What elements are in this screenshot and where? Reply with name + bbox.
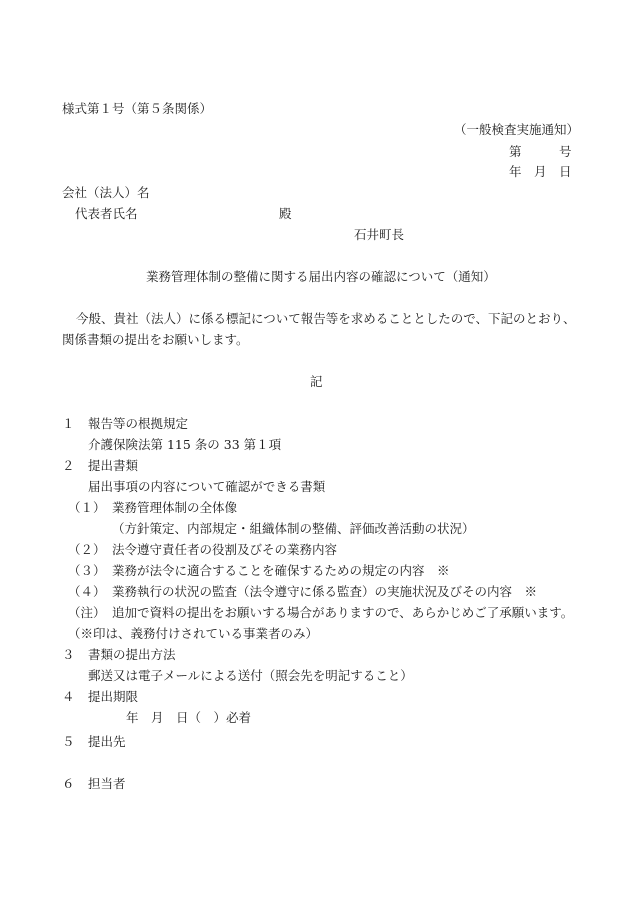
- section-6-number: ６: [62, 776, 75, 791]
- ki-heading: 記: [310, 374, 323, 389]
- section-2-detail: 届出事項の内容について確認ができる書類: [88, 479, 326, 494]
- section-3-number: ３: [62, 647, 75, 662]
- addressee-company: 会社（法人）名: [62, 185, 150, 200]
- section-3-heading: 書類の提出方法: [88, 647, 176, 662]
- section-2-number: ２: [62, 458, 75, 473]
- section-1-detail: 介護保険法第 115 条の 33 第１項: [88, 437, 282, 452]
- list-item-text: 業務執行の状況の監査（法令遵守に係る監査）の実施状況及びその内容 ※: [112, 584, 538, 599]
- list-item-number: （１）: [68, 500, 106, 515]
- document-title: 業務管理体制の整備に関する届出内容の確認について（通知）: [146, 269, 496, 284]
- list-item-text: 業務が法令に適合することを確保するための規定の内容 ※: [112, 563, 450, 578]
- section-3-detail: 郵送又は電子メールによる送付（照会先を明記すること）: [88, 668, 413, 683]
- document-number: 第 号: [509, 144, 572, 159]
- section-1-number: １: [62, 416, 75, 431]
- note-label: （注）: [68, 605, 106, 620]
- list-item-text: 法令遵守責任者の役割及びその業務内容: [112, 542, 338, 557]
- body-text-line-2: 関係書類の提出をお願いします。: [62, 332, 249, 347]
- section-5-number: ５: [62, 734, 75, 749]
- notice-type: （一般検査実施通知）: [454, 122, 580, 137]
- list-item-text: 業務管理体制の全体像: [112, 500, 238, 515]
- section-4-detail: 年 月 日（ ）必着: [126, 710, 252, 725]
- list-item-text: （方針策定、内部規定・組織体制の整備、評価改善活動の状況）: [112, 521, 475, 536]
- section-4-number: ４: [62, 689, 75, 704]
- footnote: （※印は、義務付けされている事業者のみ）: [68, 626, 319, 641]
- sender-name: 石井町長: [354, 227, 405, 242]
- list-item-number: （４）: [68, 584, 106, 599]
- addressee-representative: 代表者氏名: [75, 206, 138, 221]
- note-text: 追加で資料の提出をお願いする場合がありますので、あらかじめご了承願います。: [112, 605, 574, 620]
- list-item-number: （２）: [68, 542, 106, 557]
- section-4-heading: 提出期限: [88, 689, 139, 704]
- section-6-heading: 担当者: [88, 776, 126, 791]
- section-5-heading: 提出先: [88, 734, 126, 749]
- section-1-heading: 報告等の根拠規定: [88, 416, 189, 431]
- form-number: 様式第１号（第５条関係）: [62, 101, 213, 116]
- section-2-heading: 提出書類: [88, 458, 139, 473]
- addressee-honorific: 殿: [279, 206, 292, 221]
- document-date: 年 月 日: [509, 164, 572, 179]
- body-text-line-1: 今般、貴社（法人）に係る標記について報告等を求めることとしたので、下記のとおり、: [76, 311, 576, 326]
- list-item-number: （３）: [68, 563, 106, 578]
